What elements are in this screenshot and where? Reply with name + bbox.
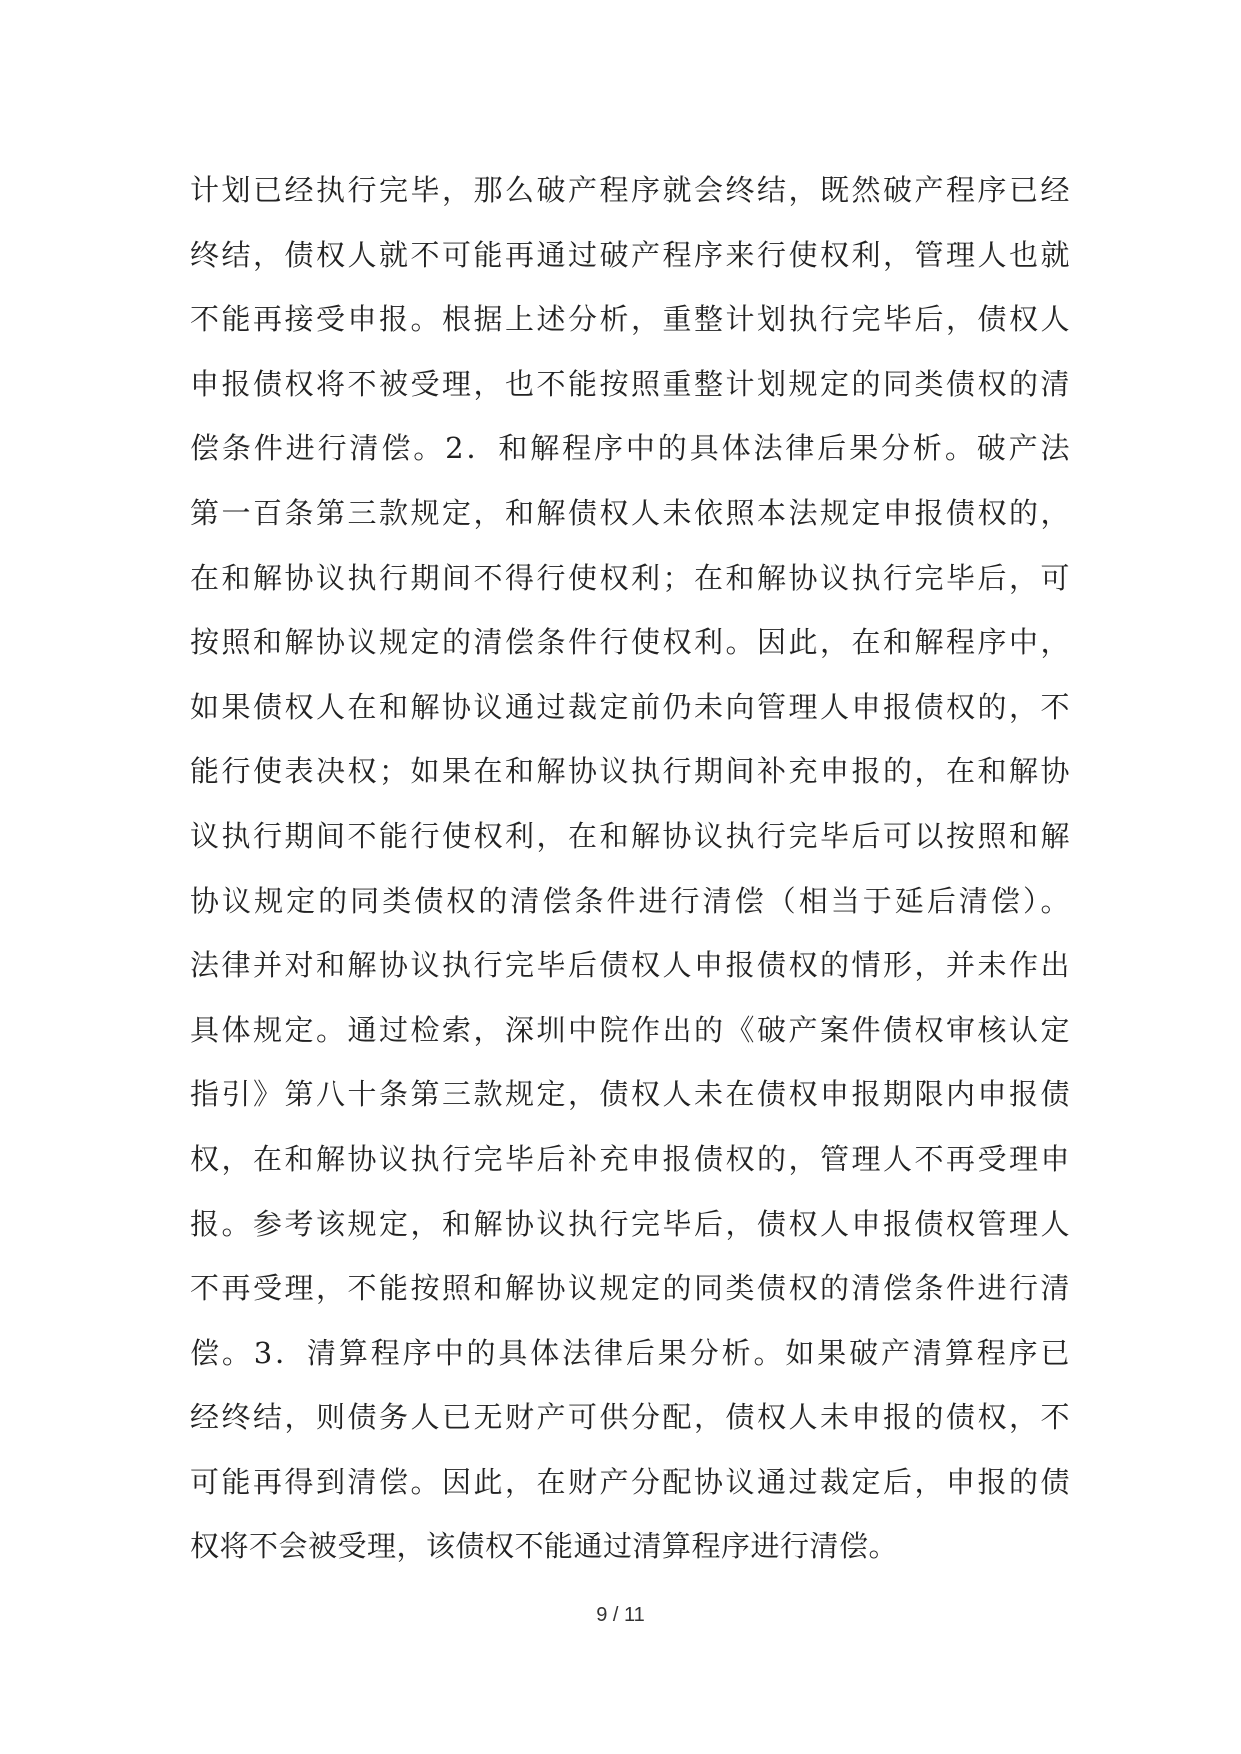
text-line: 具体规定。通过检索，深圳中院作出的《破产案件债权审核认定	[190, 1012, 1070, 1047]
text-line: 权，在和解协议执行完毕后补充申报债权的，管理人不再受理申	[190, 1141, 1070, 1176]
body-text	[190, 158, 1070, 1579]
text-line: 报。参考该规定，和解协议执行完毕后，债权人申报债权管理人	[190, 1206, 1070, 1241]
text-line: 可能再得到清偿。因此，在财产分配协议通过裁定后，申报的债	[190, 1464, 1070, 1499]
text-line: 指引》第八十条第三款规定，债权人未在债权申报期限内申报债	[190, 1077, 1070, 1112]
text-line: 终结，债权人就不可能再通过破产程序来行使权利，管理人也就	[190, 237, 1070, 272]
text-line: 计划已经执行完毕，那么破产程序就会终结，既然破产程序已经	[190, 173, 1070, 207]
page-number: 9 / 11	[596, 1604, 645, 1626]
text-line: 能行使表决权；如果在和解协议执行期间补充申报的，在和解协	[190, 754, 1070, 789]
text-line: 如果债权人在和解协议通过裁定前仍未向管理人申报债权的，不	[190, 689, 1070, 724]
text-line: 不再受理，不能按照和解协议规定的同类债权的清偿条件进行清	[190, 1271, 1070, 1306]
text-line: 在和解协议执行期间不得行使权利；在和解协议执行完毕后，可	[190, 560, 1070, 595]
text-line: 经终结，则债务人已无财产可供分配，债权人未申报的债权，不	[190, 1400, 1070, 1435]
text-line: 法律并对和解协议执行完毕后债权人申报债权的情形，并未作出	[190, 948, 1070, 983]
text-line: 偿条件进行清偿。2．和解程序中的具体法律后果分析。破产法	[190, 431, 1070, 466]
text-line: 不能再接受申报。根据上述分析，重整计划执行完毕后，债权人	[190, 302, 1070, 337]
text-line: 议执行期间不能行使权利，在和解协议执行完毕后可以按照和解	[190, 818, 1070, 853]
text-line: 权将不会被受理，该债权不能通过清算程序进行清偿。	[190, 1529, 899, 1564]
text-line: 第一百条第三款规定，和解债权人未依照本法规定申报债权的，	[190, 495, 1070, 530]
text-line: 申报债权将不被受理，也不能按照重整计划规定的同类债权的清	[190, 366, 1070, 401]
text-line: 按照和解协议规定的清偿条件行使权利。因此，在和解程序中，	[190, 625, 1070, 660]
text-line: 偿。3．清算程序中的具体法律后果分析。如果破产清算程序已	[190, 1335, 1070, 1370]
text-line: 协议规定的同类债权的清偿条件进行清偿（相当于延后清偿）。	[190, 883, 1070, 918]
